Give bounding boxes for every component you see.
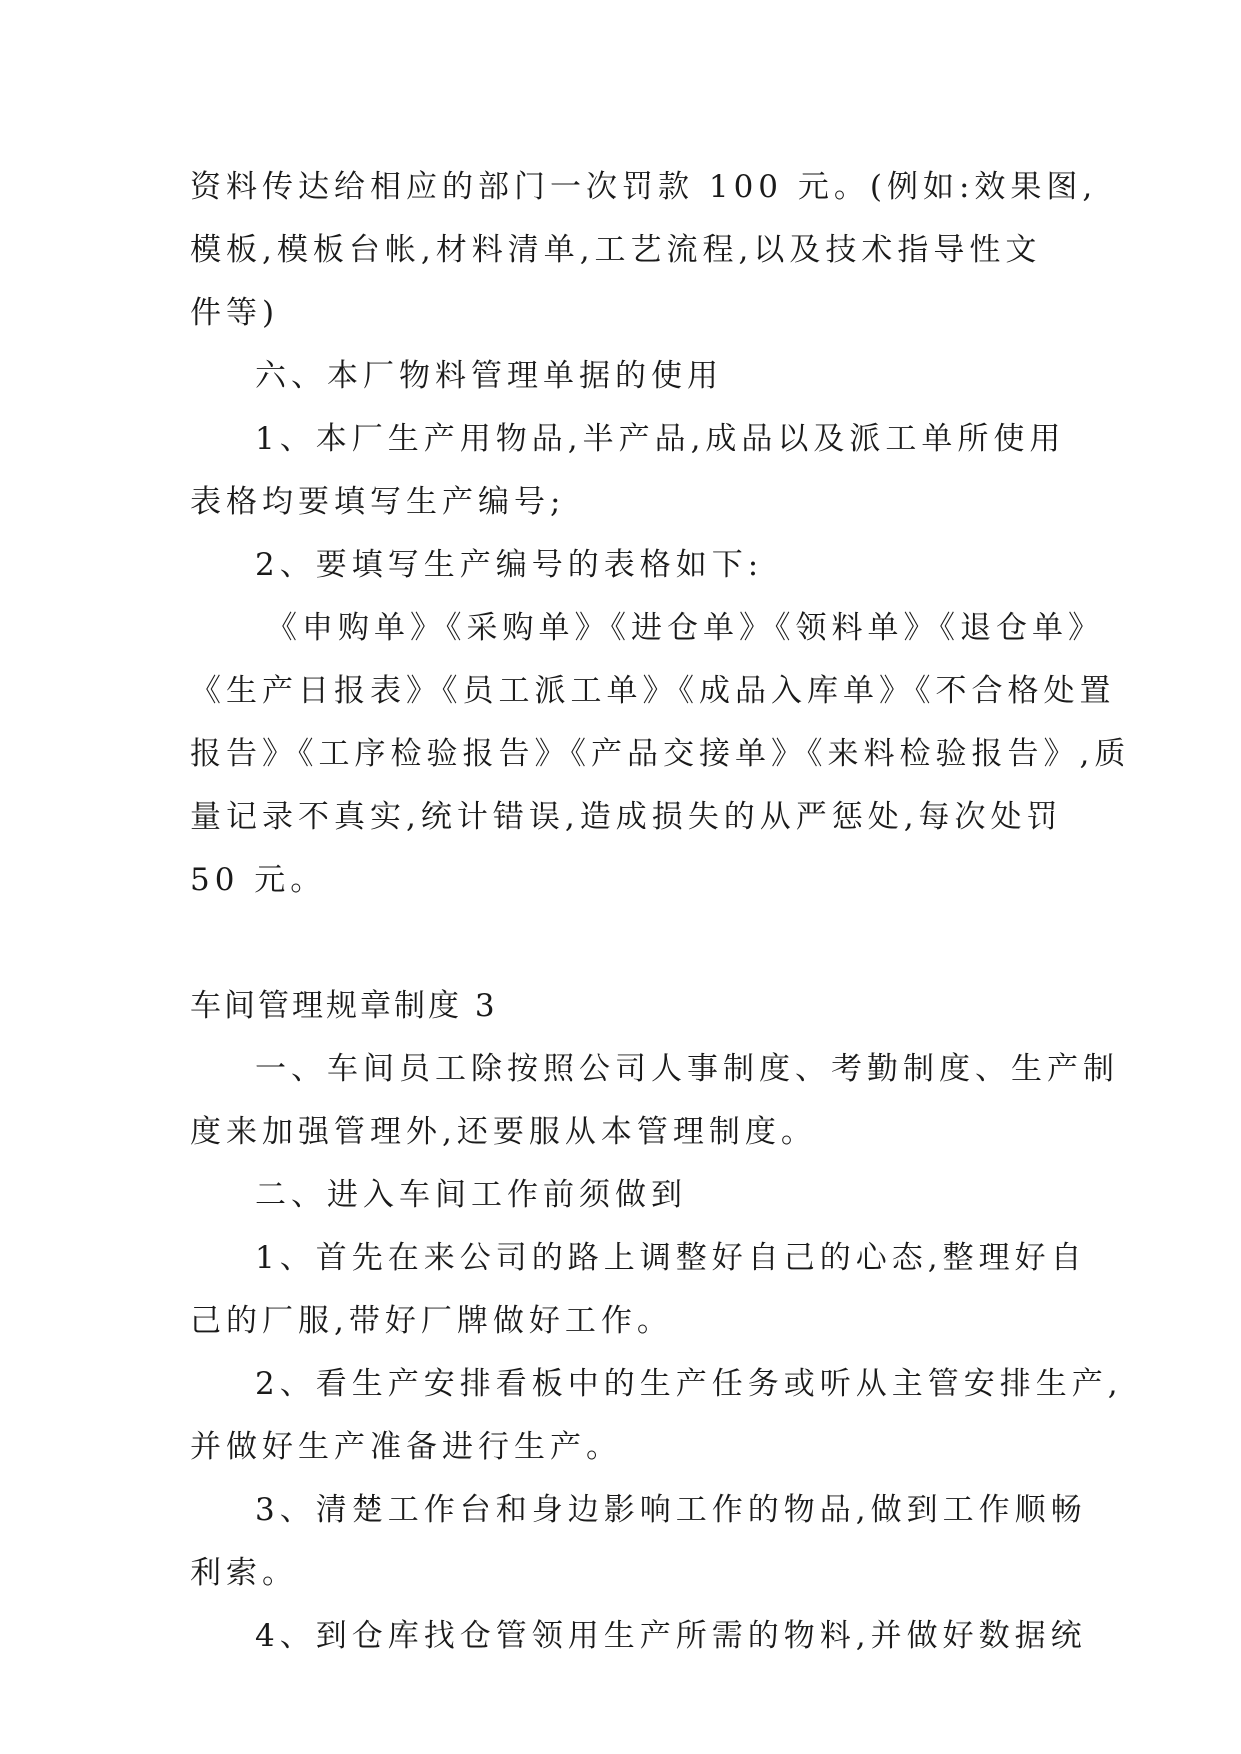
text-line: 资料传达给相应的部门一次罚款 100 元。(例如:效果图, [190, 169, 1098, 205]
text-line: 1、本厂生产用物品,半产品,成品以及派工单所使用 [255, 421, 1066, 457]
text-line: 一、车间员工除按照公司人事制度、考勤制度、生产制 [255, 1051, 1119, 1087]
section-heading: 六、本厂物料管理单据的使用 [255, 358, 723, 394]
text-line: 2、看生产安排看板中的生产任务或听从主管安排生产, [255, 1366, 1123, 1402]
text-line: 己的厂服,带好厂牌做好工作。 [190, 1303, 673, 1339]
form-list-line: 《生产日报表》《员工派工单》《成品入库单》《不合格处置 [190, 673, 1116, 709]
text-line: 4、到仓库找仓管领用生产所需的物料,并做好数据统 [255, 1618, 1087, 1654]
text-line: 表格均要填写生产编号; [190, 484, 566, 520]
document-title: 车间管理规章制度 3 [190, 988, 498, 1024]
text-line: 利索。 [190, 1555, 298, 1591]
text-line: 度来加强管理外,还要服从本管理制度。 [190, 1114, 817, 1150]
text-line: 3、清楚工作台和身边影响工作的物品,做到工作顺畅 [255, 1492, 1087, 1528]
form-list-line: 报告》《工序检验报告》《产品交接单》《来料检验报告》,质 [190, 736, 1131, 772]
text-line: 量记录不真实,统计错误,造成损失的从严惩处,每次处罚 [190, 799, 1063, 835]
text-line: 模板,模板台帐,材料清单,工艺流程,以及技术指导性文 [190, 232, 1042, 268]
section-heading: 二、进入车间工作前须做到 [255, 1177, 687, 1213]
text-line: 50 元。 [190, 862, 327, 898]
form-list-line: 《申购单》《采购单》《进仓单》《领料单》《退仓单》 [266, 610, 1104, 646]
text-line: 2、要填写生产编号的表格如下: [255, 547, 764, 583]
text-line: 1、首先在来公司的路上调整好自己的心态,整理好自 [255, 1240, 1087, 1276]
text-line: 并做好生产准备进行生产。 [190, 1429, 622, 1465]
text-line: 件等) [190, 295, 280, 331]
